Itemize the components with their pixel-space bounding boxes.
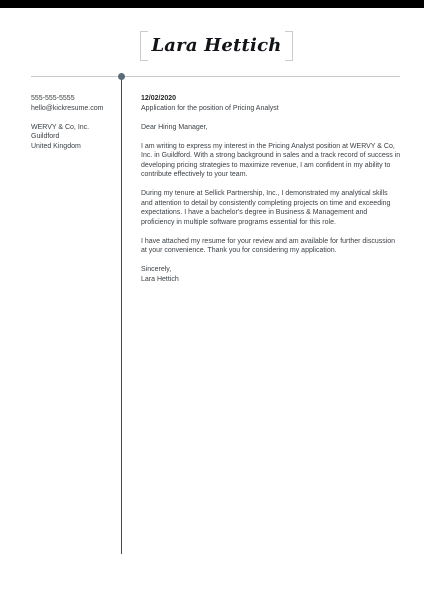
paragraph-line: I have attached my resume for your review and am available for further discussion — [141, 237, 396, 245]
closing-text: Sincerely, — [141, 266, 172, 273]
paragraph-3 — [141, 237, 403, 256]
paragraph-1 — [141, 142, 403, 180]
greeting-text: Dear Hiring Manager, — [141, 123, 208, 131]
paragraph-line: developing pricing strategies to maximize revenue, I am confident in my ability to — [141, 161, 391, 169]
paragraph-line: Inc. in Guildford. With a strong background in sales and a track record of success in — [141, 152, 401, 159]
paragraph-line: I am writing to express my interest in the Pricing Analyst position at WERVY & Co, — [141, 142, 395, 150]
letter-subject: Application for the position of Pricing Analyst — [141, 104, 279, 112]
letter-body — [141, 94, 403, 284]
paragraph-2 — [141, 189, 403, 227]
paragraph-line: at your convenience. Thank you for considering my application. — [141, 247, 337, 254]
recipient-city: Guildford — [31, 133, 60, 140]
applicant-name: Lara Hettich — [151, 35, 282, 56]
recipient-company: WERVY & Co, Inc. — [31, 123, 90, 131]
sign-off — [141, 265, 403, 284]
vertical-divider — [121, 76, 122, 554]
name-header — [140, 30, 293, 60]
paragraph-line: proficiency in multiple software programs essential for this role. — [141, 218, 336, 226]
sidebar — [31, 94, 117, 151]
signature-name: Lara Hettich — [141, 275, 179, 283]
recipient-country: United Kingdom — [31, 142, 81, 150]
right-bracket-decoration — [285, 31, 293, 61]
phone-number: 555-555-5555 — [31, 95, 75, 102]
top-bar — [0, 0, 424, 8]
letter-date: 12/02/2020 — [141, 95, 177, 102]
paragraph-line: contribute effectively to your team. — [141, 171, 248, 178]
email-address: hello@kickresume.com — [31, 104, 104, 112]
greeting — [141, 123, 403, 133]
horizontal-divider — [31, 76, 400, 77]
paragraph-line: and attention to detail by consistently completing projects on time and exceeding — [141, 199, 391, 207]
paragraph-line: During my tenure at Sellick Partnership, Inc., I demonstrated my analytical skills — [141, 190, 388, 197]
paragraph-line: expectations. I have a bachelor's degree in Business & Management and — [141, 209, 368, 216]
divider-dot — [118, 73, 125, 80]
